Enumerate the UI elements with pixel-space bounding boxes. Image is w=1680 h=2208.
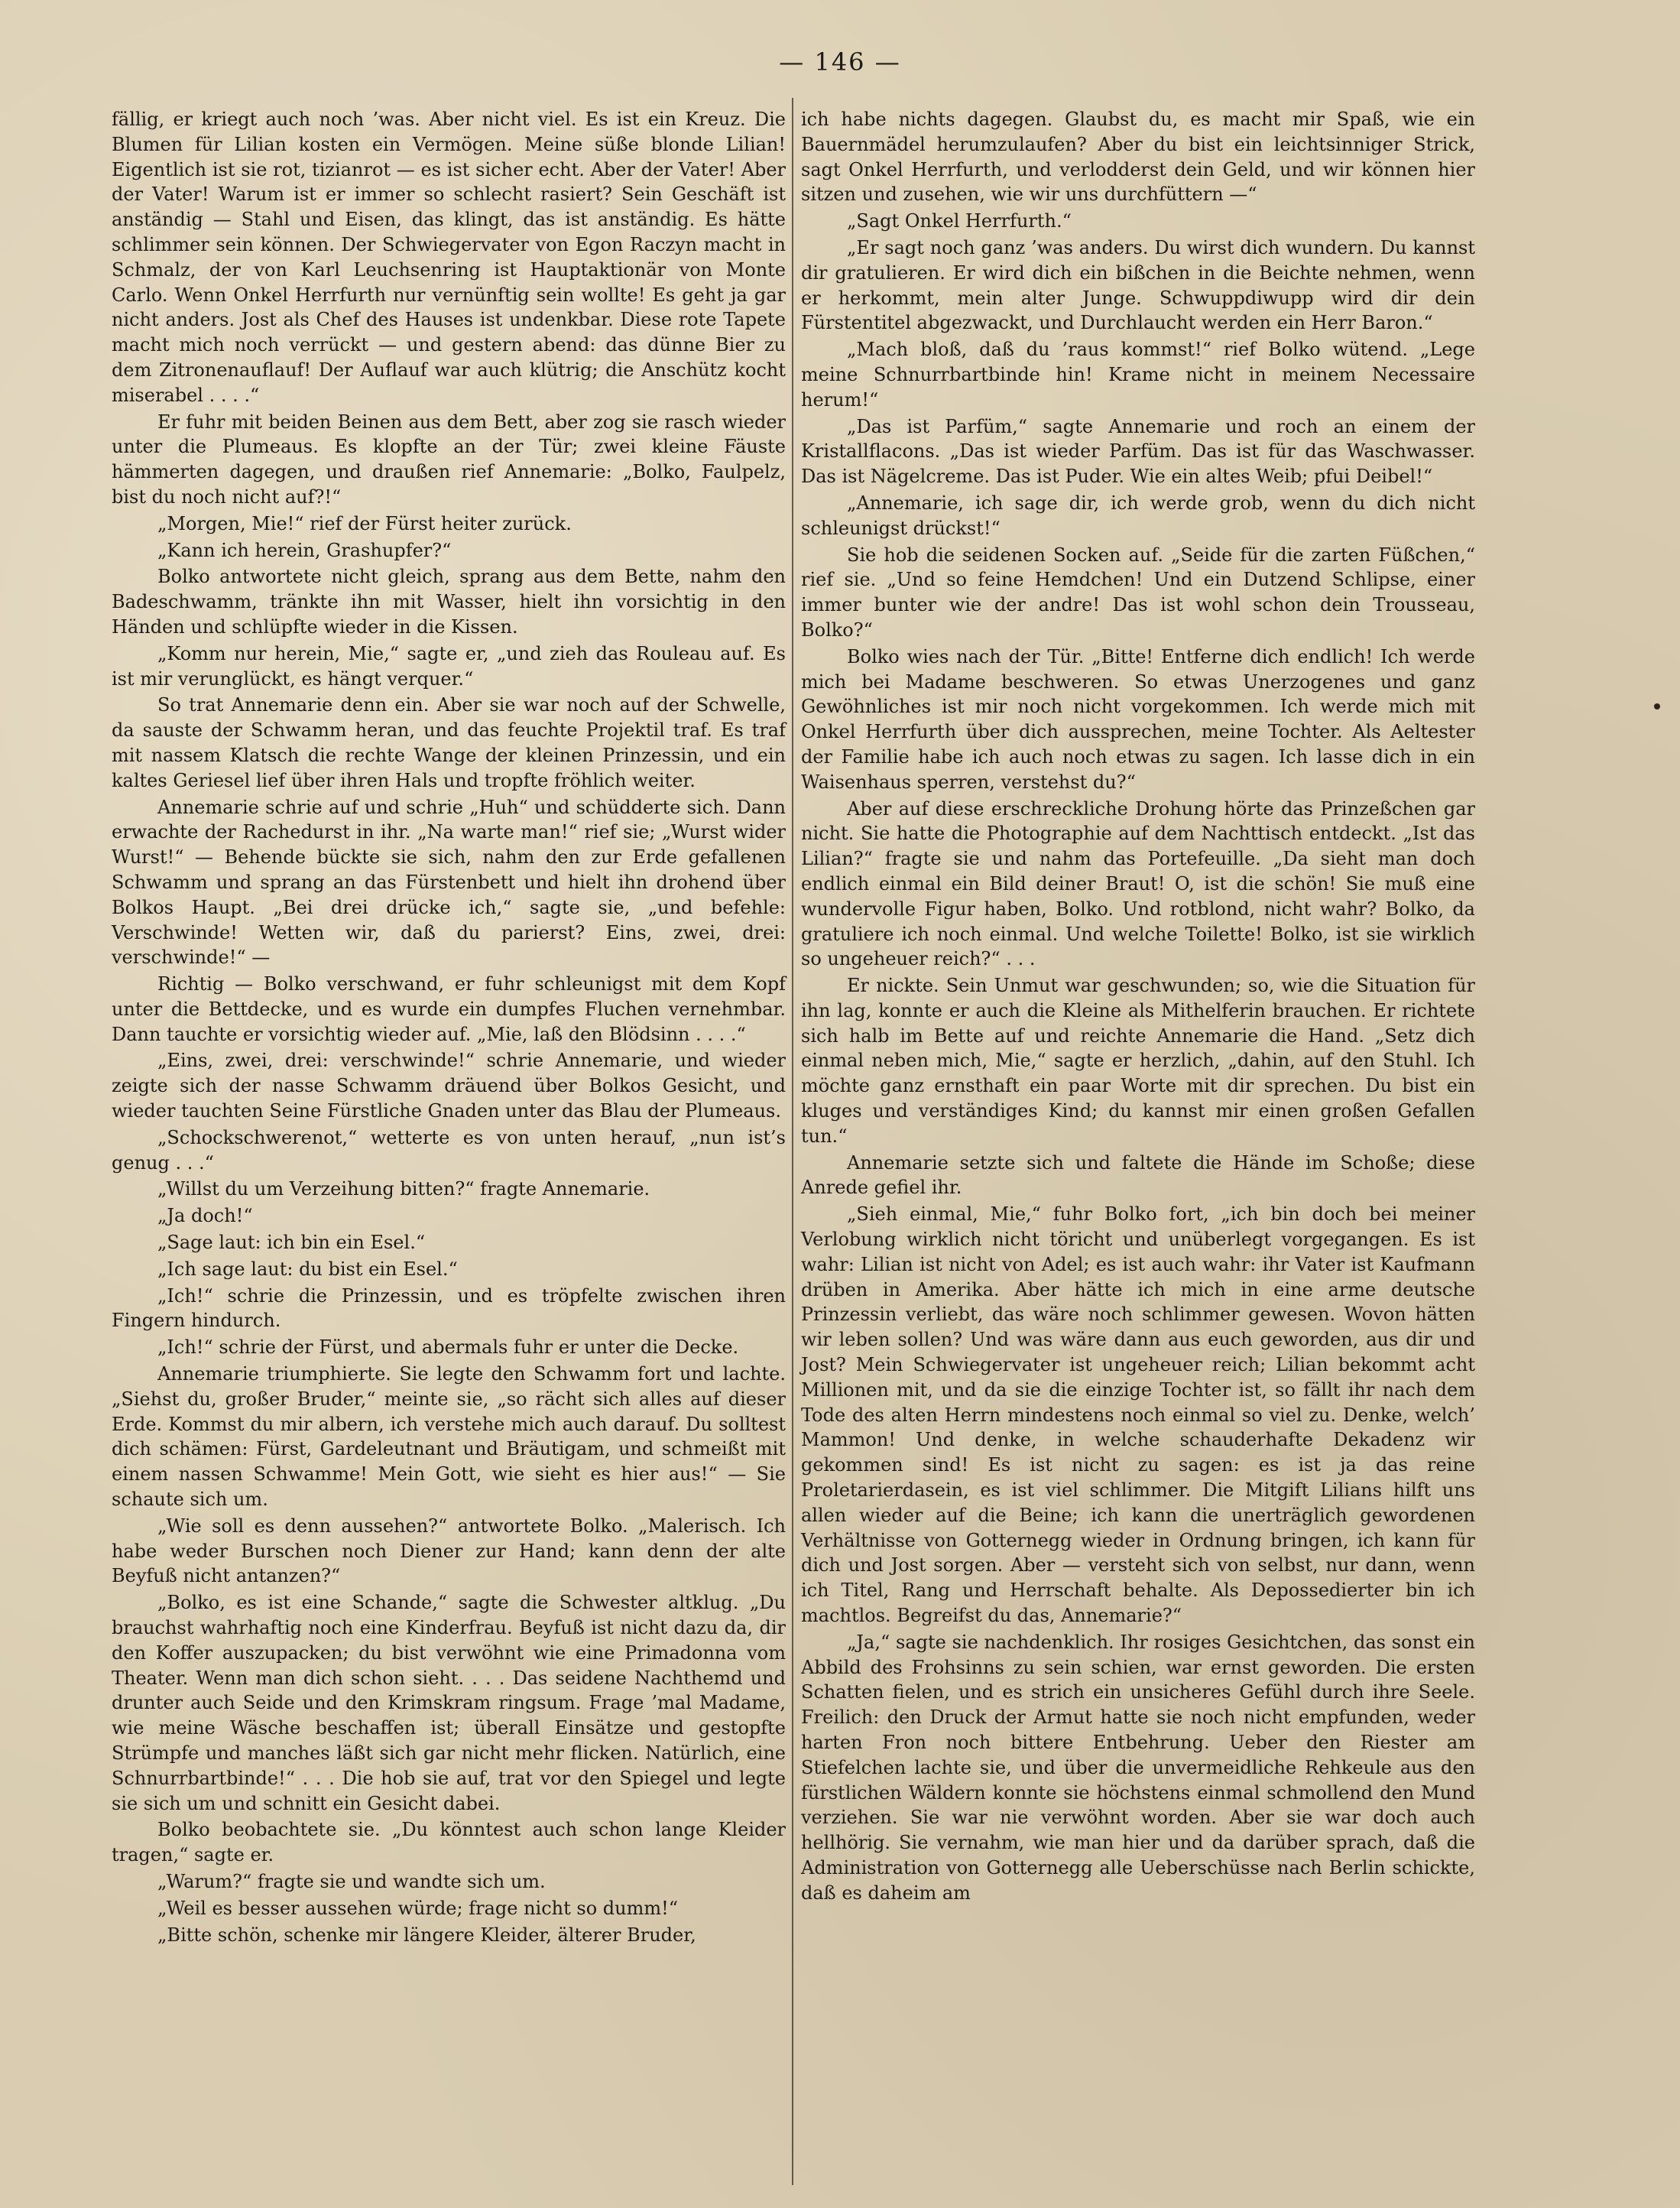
paragraph: „Sage laut: ich bin ein Esel.“ — [157, 1232, 426, 1254]
paragraph: Er nickte. Sein Unmut war geschwunden; so, wie die Situation für ihn lag, konnte er auch die Kleine als Mithelferin brauchen. Er richtete sich halb im Bette auf und reichte Annemarie die Hand. „Setz dich einmal neben mich, Mie,“ sagte er herzlich, „dahin, auf den Stuhl. Ich möchte ganz ernsthaft ein paar Worte mit dir sprechen. Du bist ein kluges und verständiges Kind; du kannst mir einen großen Gefallen tun.“ — [801, 975, 1475, 1147]
paragraph: Annemarie schrie auf und schrie „Huh“ und schüdderte sich. Dann erwachte der Rachedurst in ihr. „Na warte man!“ rief sie; „Wurst wider Wurst!“ — Behende bückte sie sich, nahm den zur Erde gefallenen Schwamm und sprang an das Fürstenbett und hielt ihn drohend über Bolkos Haupt. „Bei drei drücke ich,“ sagte sie, „und befehle: Verschwinde! Wetten wir, daß du parierst? Eins, zwei, drei: verschwinde!“ — — [112, 796, 786, 969]
paragraph: „Eins, zwei, drei: verschwinde!“ schrie Annemarie, und wieder zeigte sich der nasse Schwamm dräuend über Bolkos Gesicht, und wieder tauchten Seine Fürstliche Gnaden unter das Blau der Plumeaus. — [112, 1050, 786, 1122]
paragraph: „Mach bloß, daß du ’raus kommst!“ rief Bolko wütend. „Lege meine Schnurrbartbinde hin! Krame nicht in meinem Necessaire herum!“ — [801, 339, 1475, 411]
right-column — [801, 107, 1475, 2168]
paragraph: „Kann ich herein, Grashupfer?“ — [157, 539, 452, 561]
left-column — [112, 107, 786, 2168]
ink-spot — [1654, 703, 1660, 709]
paragraph: „Komm nur herein, Mie,“ sagte er, „und zieh das Rouleau auf. Es ist mir verunglückt, es hängt verquer.“ — [112, 642, 786, 690]
paragraph: Sie hob die seidenen Socken auf. „Seide für die zarten Füßchen,“ rief sie. „Und so feine Hemdchen! Und ein Dutzend Schlipse, einer immer bunter wie der andre! Das ist wohl schon dein Trousseau, Bolko?“ — [801, 544, 1475, 641]
paragraph: „Ich!“ schrie der Fürst, und abermals fuhr er unter die Decke. — [157, 1336, 739, 1359]
page-number: — 146 — — [779, 47, 901, 76]
paragraph: Bolko beobachtete sie. „Du könntest auch schon lange Kleider tragen,“ sagte er. — [112, 1819, 786, 1866]
paragraph: Aber auf diese erschreckliche Drohung hörte das Prinzeßchen gar nicht. Sie hatte die Photographie auf dem Nachttisch entdeckt. „Ist das Lilian?“ fragte sie und nahm das Portefeuille. „Da sieht man doch endlich einmal ein Bild deiner Braut! O, ist die schön! Sie muß eine wundervolle Figur haben, Bolko. Und rotblond, nicht wahr? Bolko, da gratuliere ich noch einmal. Und welche Toilette! Bolko, ist sie wirklich so ungeheuer reich?“ . . . — [801, 797, 1475, 970]
paragraph: „Ich!“ schrie die Prinzessin, und es tröpfelte zwischen ihren Fingern hindurch. — [112, 1284, 786, 1332]
paragraph: Bolko antwortete nicht gleich, sprang aus dem Bette, nahm den Badeschwamm, tränkte ihn mit Wasser, hielt ihn vorsichtig in den Händen und schlüpfte wieder in die Kissen. — [112, 566, 786, 638]
paragraph: „Ja doch!“ — [157, 1205, 253, 1227]
paragraph: „Bitte schön, schenke mir längere Kleider, älterer Bruder, — [157, 1924, 696, 1946]
paragraph: Annemarie triumphierte. Sie legte den Schwamm fort und lachte. „Siehst du, großer Bruder,“ meinte sie, „so rächt sich alles auf dieser Erde. Kommst du mir albern, ich verstehe mich auch darauf. Du solltest dich schämen: Fürst, Gardeleutnant und Bräutigam, und schmeißt mit einem nassen Schwamme! Mein Gott, wie sieht es hier aus!“ — Sie schaute sich um. — [112, 1363, 786, 1511]
paragraph: „Schockschwerenot,“ wetterte es von unten herauf, „nun ist’s genug . . .“ — [112, 1126, 786, 1174]
paragraph: „Wie soll es denn aussehen?“ antwortete Bolko. „Malerisch. Ich habe weder Burschen noch Diener zur Hand; kann denn der alte Beyfuß nicht antanzen?“ — [112, 1515, 786, 1587]
paragraph: Richtig — Bolko verschwand, er fuhr schleunigst mit dem Kopf unter die Bettdecke, und es wurde ein dumpfes Fluchen vernehmbar. Dann tauchte er vorsichtig wieder auf. „Mie, laß den Blödsinn . . . .“ — [112, 973, 786, 1045]
paragraph: „Morgen, Mie!“ rief der Fürst heiter zurück. — [157, 512, 572, 534]
paragraph: „Ich sage laut: du bist ein Esel.“ — [157, 1258, 458, 1280]
paragraph: Bolko wies nach der Tür. „Bitte! Entferne dich endlich! Ich werde mich bei Madame beschweren. So etwas Unerzogenes und ganz Gewöhnliches ist mir noch nicht vorgekommen. Ich werde mich mit Onkel Herrfurth über dich aussprechen, meine Tochter. Als Aeltester der Familie habe ich auch noch etwas zu sagen. Ich lasse dich in ein Waisenhaus sperren, verstehst du?“ — [801, 645, 1475, 793]
paragraph: „Bolko, es ist eine Schande,“ sagte die Schwester altklug. „Du brauchst wahrhaftig noch eine Kinderfrau. Beyfuß ist nicht dazu da, dir den Koffer auszupacken; du bist verwöhnt wie eine Primadonna vom Theater. Wenn man dich schon sieht. . . . Das seidene Nachthemd und drunter auch Seide und den Krimskram ringsum. Frage ’mal Madame, wie meine Wäsche beschaffen ist; überall Einsätze und gestopfte Strümpfe und manches läßt sich gar nicht mehr flicken. Natürlich, eine Schnurrbartbinde!“ . . . Die hob sie auf, trat vor den Spiegel und legte sie sich um und schnitt ein Gesicht dabei. — [112, 1592, 786, 1814]
column-divider — [792, 98, 793, 2185]
paragraph: „Weil es besser aussehen würde; frage nicht so dumm!“ — [157, 1897, 679, 1919]
paragraph: Annemarie setzte sich und faltete die Hände im Schoße; diese Anrede gefiel ihr. — [801, 1151, 1475, 1199]
paragraph: „Annemarie, ich sage dir, ich werde grob, wenn du dich nicht schleunigst drückst!“ — [801, 492, 1475, 539]
paragraph: „Warum?“ fragte sie und wandte sich um. — [157, 1870, 546, 1892]
paragraph: So trat Annemarie denn ein. Aber sie war noch auf der Schwelle, da sauste der Schwamm heran, und das feuchte Projektil traf. Es traf mit nassem Klatsch die rechte Wange der kleinen Prinzessin, und ein kaltes Geriesel lief über ihren Hals und tropfte fröhlich weiter. — [112, 694, 786, 791]
paragraph: Er fuhr mit beiden Beinen aus dem Bett, aber zog sie rasch wieder unter die Plumeaus. Es klopfte an der Tür; zwei kleine Fäuste hämmerten dagegen, und draußen rief Annemarie: „Bolko, Faulpelz, bist du noch nicht auf?!“ — [112, 411, 786, 508]
paragraph: „Das ist Parfüm,“ sagte Annemarie und roch an einem der Kristallflacons. „Das ist wieder Parfüm. Das ist für das Waschwasser. Das ist Nägelcreme. Das ist Puder. Wie ein altes Weib; pfui Deibel!“ — [801, 415, 1475, 488]
paragraph: ich habe nichts dagegen. Glaubst du, es macht mir Spaß, wie ein Bauernmädel herumzulaufen? Aber du bist ein leichtsinniger Strick, sagt Onkel Herrfurth, und verlodderst dein Geld, und wir können hier sitzen und zusehen, wie wir uns durchfüttern —“ — [801, 109, 1475, 206]
paragraph: „Ja,“ sagte sie nachdenklich. Ihr rosiges Gesichtchen, das sonst ein Abbild des Frohsinns zu sein schien, war ernst geworden. Die ersten Schatten fielen, und es strich ein unsicheres Gefühl durch ihre Seele. Freilich: den Druck der Armut hatte sie noch nicht empfunden, weder harten Fron noch bittere Entbehrung. Ueber den Riester am Stiefelchen lachte sie, und über die unvermeidliche Rehkeule aus den fürstlichen Wäldern konnte sie höchstens einmal schmollend den Mund verziehen. Sie war nie verwöhnt worden. Aber sie war doch auch hellhörig. Sie vernahm, wie man hier und da darüber sprach, daß die Administration von Gotternegg alle Ueberschüsse nach Berlin schickte, daß es daheim am — [801, 1631, 1475, 1904]
paragraph: „Er sagt noch ganz ’was anders. Du wirst dich wundern. Du kannst dir gratulieren. Er wird dich ein bißchen in die Beichte nehmen, wenn er herkommt, mein alter Junge. Schwuppdiwupp wird dir dein Fürstentitel abgezwackt, und Durchlaucht werden ein Herr Baron.“ — [801, 236, 1475, 334]
paragraph: fällig, er kriegt auch noch ’was. Aber nicht viel. Es ist ein Kreuz. Die Blumen für Lilian kosten ein Vermögen. Meine süße blonde Lilian! Eigentlich ist sie rot, tizianrot — es ist sicher echt. Aber der Vater! Aber der Vater! Warum ist er immer so schlecht rasiert? Sein Geschäft ist anständig — Stahl und Eisen, das klingt, das ist anständig. Es hätte schlimmer sein können. Der Schwiegervater von Egon Raczyn macht in Schmalz, der von Karl Leuchsenring ist Hauptaktionär von Monte Carlo. Wenn Onkel Herrfurth nur vernünftig sein wollte! Es geht ja gar nicht anders. Jost als Chef des Hauses ist undenkbar. Diese rote Tapete macht mich noch verrückt — und gestern abend: das dünne Bier zu dem Zitronenauflauf! Der Auflauf war auch klütrig; die Anschütz kocht miserabel . . . .“ — [112, 109, 786, 406]
paragraph: „Sagt Onkel Herrfurth.“ — [847, 210, 1072, 232]
paragraph: „Sieh einmal, Mie,“ fuhr Bolko fort, „ich bin doch bei meiner Verlobung wirklich nicht töricht und unüberlegt vorgegangen. Es ist wahr: Lilian ist nicht von Adel; es ist auch wahr: ihr Vater ist Kaufmann drüben in Amerika. Aber hätte ich mich in eine arme deutsche Prinzessin verliebt, das wäre noch schlimmer gewesen. Wovon hätten wir leben sollen? Und was wäre dann aus euch geworden, aus dir und Jost? Mein Schwiegervater ist ungeheuer reich; Lilian bekommt acht Millionen mit, und da sie die einzige Tochter ist, so fällt ihr nach dem Tode des alten Herrn mindestens noch einmal so viel zu. Denke, welch’ Mammon! Und denke, in welche schauderhafte Dekadenz wir gekommen sind! Es ist nicht zu sagen: es ist ja das reine Proletarierdasein, es ist viel schlimmer. Die Mitgift Lilians hilft uns allen wieder auf die Beine; ich kann die unerträglich gewordenen Verhältnisse von Gotternegg wieder in Ordnung bringen, ich kann für dich und Jost sorgen. Aber — versteht sich von selbst, nur dann, wenn ich Titel, Rang und Herrschaft behalte. Als Depossedierter bin ich machtlos. Begreifst du das, Annemarie?“ — [801, 1203, 1475, 1627]
paragraph: „Willst du um Verzeihung bitten?“ fragte Annemarie. — [157, 1178, 650, 1200]
